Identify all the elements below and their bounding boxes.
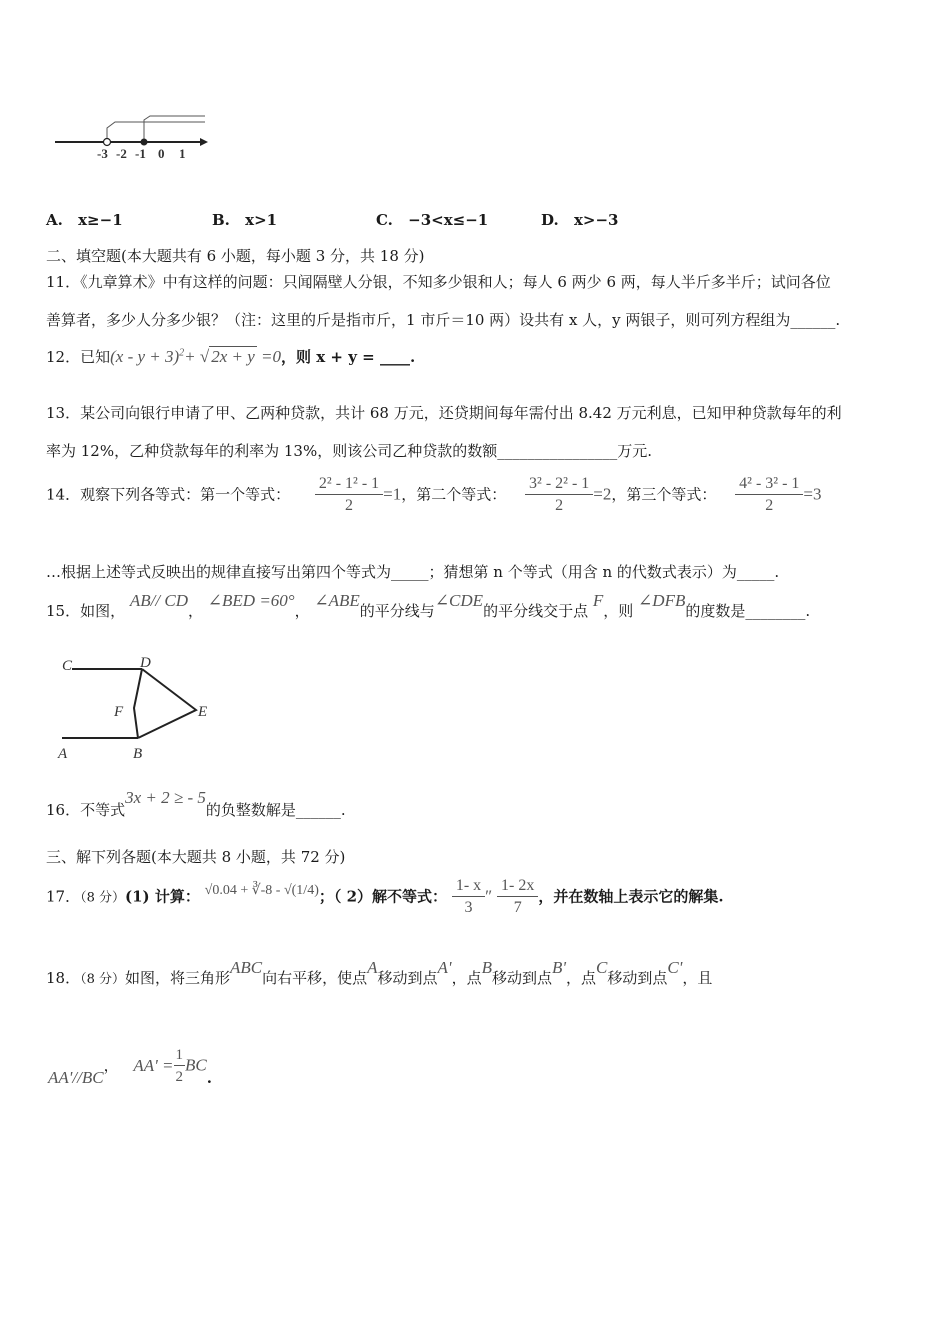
option-b-letter: B. [212,211,230,229]
q17-points: （8 分） [80,890,125,906]
q14-result-3: =3 [803,484,822,504]
q11-line1 [46,271,831,292]
q16-num: 16． [46,801,81,819]
figure-15 [50,650,230,770]
q14-result-1: =1 [383,484,402,504]
q18-text-4: ，点 [451,969,482,987]
q14-fraction-2: $\frac{\text{3² - 2² - 1}}{2}$ [525,474,593,517]
q13-num: 13． [46,404,81,422]
q16-line [46,788,346,820]
option-b [212,211,277,229]
q12-expr: $(x - y + 3)^2+$ √ 2x + y =0 [110,347,282,366]
q11-num: 11． [46,273,81,291]
q14-line1 [46,474,822,517]
number-line-figure [50,110,220,165]
q15-num: 15． [46,602,81,620]
q13-line1 [46,402,842,423]
q18-text-2: 向右平移，使点 [262,969,368,987]
q14-pre: 观察下列各等式：第一个等式： [80,485,291,504]
q18-text-8: ，且 [682,969,713,987]
q14-mid2: ，第三个等式： [611,485,717,504]
q18-fraction: $\frac{1}{2}$ [175,1047,184,1085]
q18-math-8: AA'//BC [48,1067,104,1087]
option-a [46,211,123,229]
q16-pre: 不等式 [80,801,126,819]
q15-math-6: ∠DFB [638,591,686,610]
section3-title: 三、解下列各题(本大题共 8 小题，共 72 分) [46,848,346,866]
q17-num: 17． [46,887,81,906]
q14-result-2: =2 [593,484,612,504]
nl-label-1: 1 [179,146,186,161]
q18-math-4: B [481,958,492,977]
fig15-label-a: A [58,746,68,762]
q14-fraction-1: $\frac{\text{2² - 1² - 1}}{2}$ [315,474,383,517]
q17-relation: ″ [485,886,493,906]
q12-line [46,346,415,367]
q18-math-5: B' [552,958,567,977]
q17-sep: ；（ 2）解不等式： [318,887,448,906]
fig15-label-f: F [114,704,124,720]
q18-line1 [46,958,713,988]
q13-text1: 某公司向银行申请了甲、乙两种贷款，共计 68 万元，还贷期间每年需付出 8.42 万元利息，已知甲种贷款每年的利 [80,404,842,422]
option-c-text: −3<x≤−1 [408,211,489,229]
q16-expr: 3x + 2 ≥ - 5 [125,788,206,807]
option-c-letter: C. [376,211,393,229]
q18-math-9: AA' = [133,1055,174,1075]
q12-num: 12． [46,348,81,366]
q15-math-2: ∠BED =60° [207,591,295,610]
q18-text-9: ， [103,1056,119,1075]
q18-points: （8 分） [80,972,125,987]
q15-line [46,591,811,621]
option-b-text: x>1 [245,211,278,229]
q15-pre: 如图， [80,602,126,620]
option-d-letter: D. [541,211,559,229]
q18-text-3: 移动到点 [377,969,438,987]
q14-line2: …根据上述等式反映出的规律直接写出第四个等式为_____；猜想第 n 个等式（用含 n 的代数式表示）为_____. [46,563,780,581]
q18-text-1: 如图，将三角形 [125,969,231,987]
q15-text-2: 的平分线交于点 [483,602,589,620]
q16-post: 的负整数解是______. [205,801,346,819]
option-a-letter: A. [46,211,63,229]
q18-num: 18． [46,969,81,987]
q13-line2: 率为 12%，乙种贷款每年的利率为 13%，则该公司乙种贷款的数额________________万元. [46,442,652,460]
q11-line2: 善算者，多少人分多少银？（注：这里的斤是指市斤，1 市斤＝10 两）设共有 x 人，y 两银子，则可列方程组为______. [46,311,841,329]
nl-label-0: 0 [158,146,165,161]
option-d [541,211,618,229]
nl-label-m2: -2 [116,146,127,161]
option-d-text: x>−3 [573,211,619,229]
q15-text-1: 的平分线与 [359,602,435,620]
q18-math-6: C [596,958,608,977]
q14-num: 14． [46,485,81,504]
q15-text-3: ，则 [603,602,634,620]
q17-fraction-b: $\frac{1- 2x}{7}$ [497,876,538,919]
q18-math-3: A' [437,958,452,977]
option-a-text: x≥−1 [78,211,123,229]
q15-comma-2: ， [294,602,310,620]
q18-math-10: BC [185,1055,207,1075]
q14-mid1: ，第二个等式： [401,485,507,504]
q15-math-5: F [592,591,604,610]
q11-text1: 《九章算术》中有这样的问题：只闻隔壁人分银，不知多少银和人；每人 6 两少 6 两，每人半斤多半斤；试问各位 [80,273,831,291]
q15-math-3: ∠ABE [314,591,360,610]
q18-math-7: C' [667,958,683,977]
q12-post: ，则 x + y = ____. [281,348,416,366]
nl-label-m3: -3 [97,146,108,161]
q18-math-2: A [367,958,378,977]
fig15-label-c: C [62,658,73,674]
q18-math-1: ABC [230,958,263,977]
q17-line [46,876,724,919]
q17-fraction-a: $\frac{1- x}{3}$ [452,876,485,919]
q12-pre: 已知 [80,348,111,366]
q17-part1: (1) 计算： [125,887,200,906]
q14-fraction-3: $\frac{\text{4² - 3² - 1}}{2}$ [735,474,803,517]
q18-text-10: . [206,1068,212,1087]
q17-expr-1: √0.04 + ∛-8 - √(1/4) [204,882,319,898]
option-c [376,211,488,229]
fig15-label-b: B [133,746,143,762]
q18-line2 [48,1045,212,1088]
q15-math-1: AB// CD [129,591,188,610]
q18-text-6: ，点 [566,969,597,987]
q15-math-4: ∠CDE [434,591,484,610]
fig15-label-e: E [198,704,208,720]
q15-comma-1: ， [187,602,203,620]
q17-post: ，并在数轴上表示它的解集. [538,887,724,906]
q15-text-4: 的度数是________. [685,602,811,620]
section2-title: 二、填空题(本大题共有 6 小题，每小题 3 分，共 18 分) [46,247,425,265]
q18-text-5: 移动到点 [491,969,552,987]
q18-text-7: 移动到点 [607,969,668,987]
fig15-label-d: D [140,655,151,671]
nl-label-m1: -1 [135,146,146,161]
